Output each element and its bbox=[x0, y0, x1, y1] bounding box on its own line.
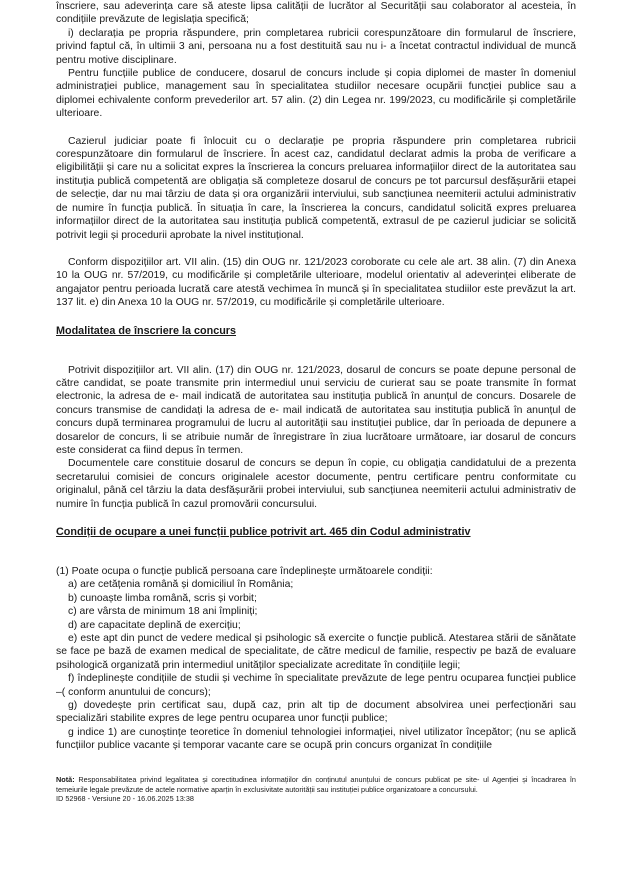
footer-note bbox=[56, 775, 576, 794]
conditie-item: a) are cetățenia română și domiciliul în România; bbox=[68, 579, 294, 591]
paragraph-cazier: Cazierul judiciar poate fi înlocuit cu o declarație pe propria răspundere prin completarea rubricii corespunzătoare din formularul de înscriere. În acest caz, candidatul declarat admis la proba de verificare a eligibilității și care nu a solicitat expres la înscrierea la concurs preluarea informațiilor direct de la autoritatea sau instituția publică competentă are obligația să completeze dosarul de concurs pe tot parcursul desfășurării etapei de selecție, dar nu mai târziu de data și ora organizării interviului, sub sancțiunea neemiterii actului administrativ de numire în funcția publică. În situația în care, la înscrierea la concurs, candidatul solicită expres preluarea informațiilor direct de la autoritatea sau instituția publică competentă, extrasul de pe cazierul judiciar se solicită potrivit legii și procedurii aprobate la nivel instituțional. bbox=[56, 135, 576, 241]
conditie-item: d) are capacitate deplină de exercițiu; bbox=[68, 619, 241, 631]
document-body bbox=[56, 0, 576, 753]
paragraph-conform: Conform dispozițiilor art. VII alin. (15) din OUG nr. 121/2023 coroborate cu cele ale art. 38 alin. (7) din Anexa 10 la OUG nr. 57/2019, cu modificările și completările ulterioare, modelul orientativ al adeverinței eliberate de angajator pentru perioada lucrată care atestă vechimea în muncă și în specialitatea studiilor este prevăzut la art. 137 lit. e) din Anexa 10 la OUG nr. 57/2019, cu modificările și completările ulterioare. bbox=[56, 256, 576, 309]
conditie-item: b) cunoaște limba română, scris și vorbit; bbox=[68, 592, 257, 604]
footer-note-text: Responsabilitatea privind legalitatea și corectitudinea informațiilor din conținutul anunțului de concurs publicat pe site- ul Agenției și încadrarea în temeiurile legale prevăzute de actele normative aparțin în exclusivitate autorității sau instituției publice organizatoare a concursului. bbox=[56, 775, 576, 794]
paragraph-declaratie-i: i) declarația pe propria răspundere, prin completarea rubricii corespunzătoare din formularul de înscriere, privind faptul că, în ultimii 3 ani, persoana nu a fost destituită sau nu i- a încetat contractul individual de muncă pentru motive disciplinare. bbox=[56, 27, 576, 66]
paragraph-depunere-dosar: Potrivit dispozițiilor art. VII alin. (17) din OUG nr. 121/2023, dosarul de concurs se poate depune personal de către candidat, se poate transmite prin intermediul unui serviciu de curierat sau se poate transmite în format electronic, la adresa de e- mail indicată de autoritatea sau instituția publică în anunțul de concurs. Dosarele de concurs transmise de candidați la adresa de e- mail indicată de autoritatea sau instituția publică în anunțul de concurs după terminarea programului de lucru al autorității sau instituției publice, dar în perioada de depunere a dosarelor de concurs, li se atribuie număr de înregistrare în ziua lucrătoare următoare, iar dosarul de concurs este considerat ca fiind depus în termen. bbox=[56, 364, 576, 456]
section-heading-conditii: Condiții de ocupare a unei funcții publice potrivit art. 465 din Codul administrativ bbox=[56, 526, 471, 538]
conditie-item: g indice 1) are cunoștințe teoretice în domeniul tehnologiei informației, nivel utilizator începător; (nu se aplică funcțiilor publice vacante și temporar vacante care se ocupă prin concurs organizat în condițiile bbox=[56, 726, 576, 752]
section-heading-inscriere: Modalitatea de înscriere la concurs bbox=[56, 324, 237, 337]
document-id-version: ID 52968 - Versiune 20 - 16.06.2025 13:38 bbox=[56, 794, 194, 804]
conditie-item: e) este apt din punct de vedere medical și psihologic să exercite o funcție publică. Atestarea stării de sănătate se face pe bază de examen medical de specialitate, de către medicul de familie, respectiv pe bază de evaluare psihologică organizată prin intermediul unităților specializate acreditate în condițiile legii; bbox=[56, 633, 576, 671]
footer-note-label: Notă: bbox=[56, 775, 75, 784]
paragraph-functii-conducere: Pentru funcțiile publice de conducere, dosarul de concurs include și copia diplomei de master în domeniul administrației publice, management sau în specialitatea studiilor necesare ocupării funcției publice sau a diplomei echivalente conform prevederilor art. 57 alin. (2) din Legea nr. 199/2023, cu modificările și completările ulterioare. bbox=[56, 68, 576, 120]
paragraph-adeverinta: înscriere, sau adeverința care să ateste lipsa calității de lucrător al Securității sau colaborator al acesteia, în condițiile prevăzute de legislația specifică; bbox=[56, 1, 576, 26]
page-footer bbox=[56, 775, 576, 804]
conditie-item: f) îndeplinește condițiile de studii și vechime în specialitate prevăzute de lege pentru ocuparea funcției publice –( conform anuntului de concurs); bbox=[56, 673, 576, 698]
conditii-intro: (1) Poate ocupa o funcție publică persoana care îndeplinește următoarele condiții: bbox=[56, 566, 433, 577]
paragraph-documente-copie: Documentele care constituie dosarul de concurs se depun în copie, cu obligația candidatului de a prezenta secretarului comisiei de concurs originalele acestor documente, pentru certificare pentru conformitate cu originalul, până cel târziu la data desfășurării probei interviului, sub sancțiunea neemiterii actului administrativ de numire în funcția publică în cazul promovării concursului. bbox=[56, 458, 576, 510]
conditie-item: g) dovedește prin certificat sau, după caz, prin alt tip de document absolvirea unei perfecționări sau specializări stabilite expres de lege pentru ocuparea unor funcții publice; bbox=[56, 700, 576, 725]
conditie-item: c) are vârsta de minimum 18 ani împliniți; bbox=[68, 606, 258, 618]
